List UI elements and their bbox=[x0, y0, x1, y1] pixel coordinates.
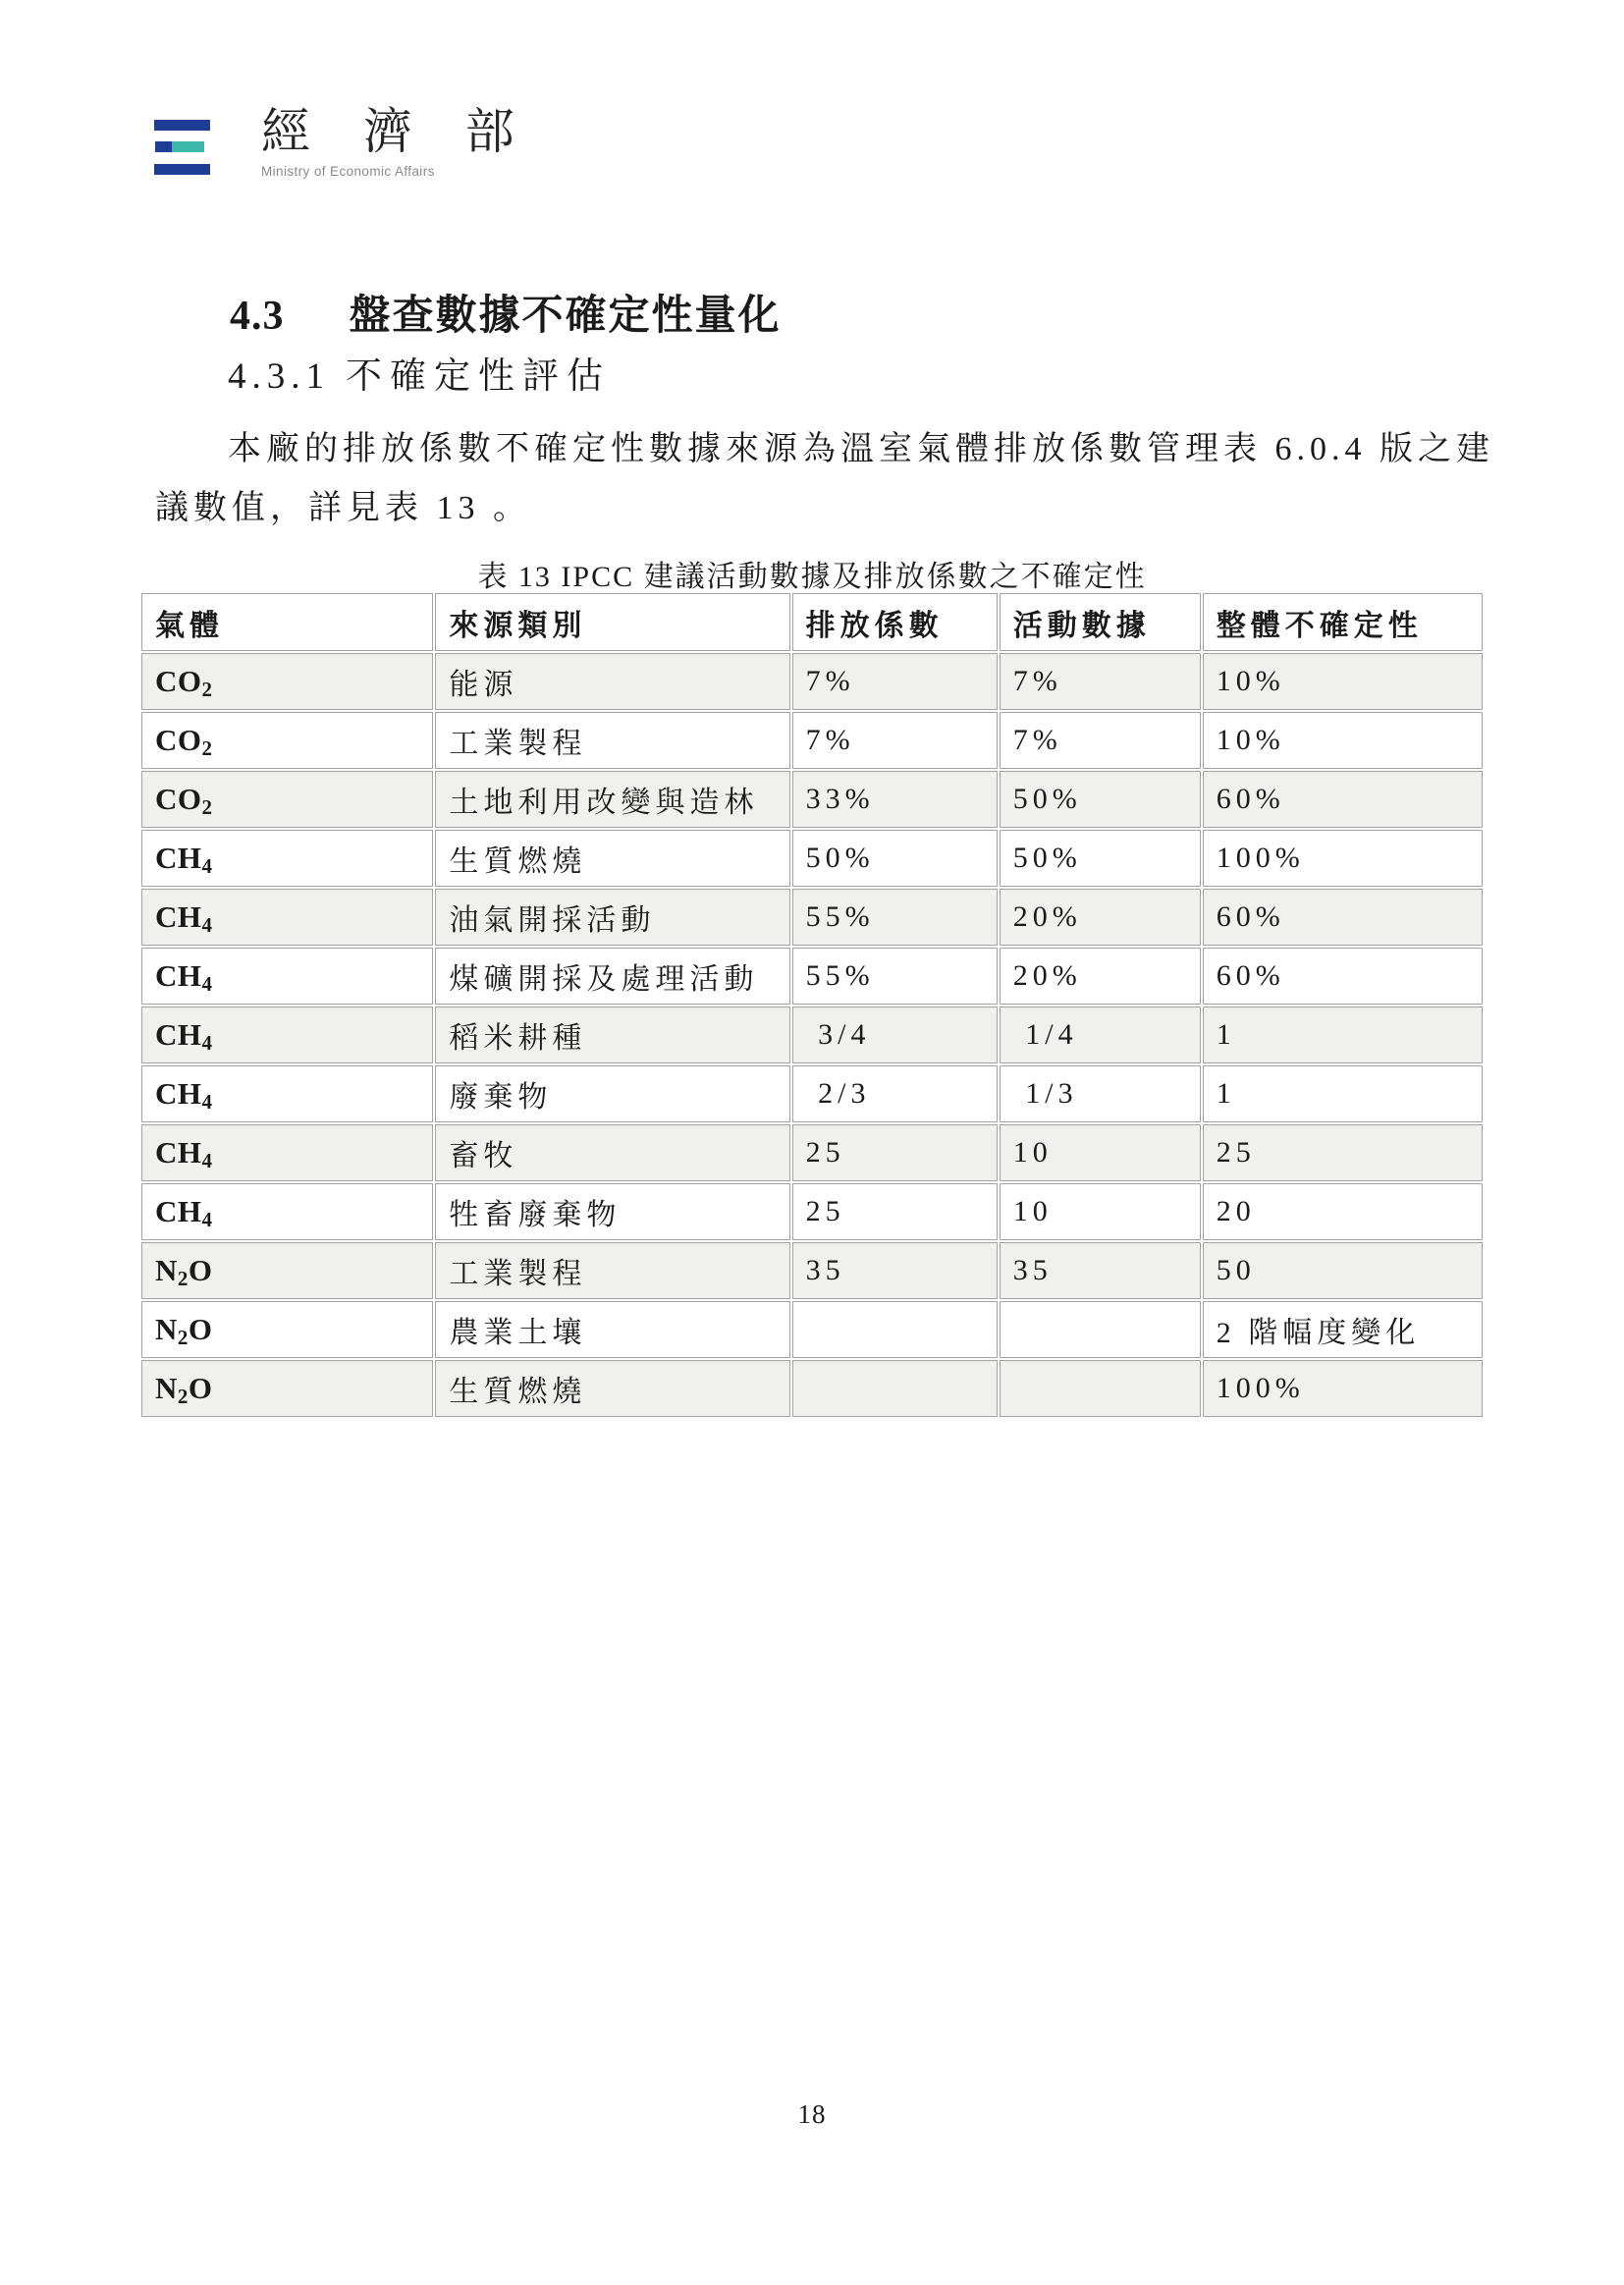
section-heading bbox=[230, 283, 782, 342]
source-category-cell: 油氣開採活動 bbox=[435, 889, 789, 946]
table-row bbox=[141, 1124, 1483, 1181]
subsection-heading bbox=[228, 346, 611, 399]
source-category-cell: 廢棄物 bbox=[435, 1065, 789, 1122]
overall-uncertainty-cell: 20 bbox=[1203, 1183, 1483, 1240]
activity-data-cell bbox=[1000, 1360, 1201, 1417]
source-category-cell: 能源 bbox=[435, 653, 789, 710]
activity-data-cell: 10 bbox=[1000, 1124, 1201, 1181]
table-row bbox=[141, 1360, 1483, 1417]
overall-uncertainty-cell: 100% bbox=[1203, 830, 1483, 887]
table-row bbox=[141, 889, 1483, 946]
table-row bbox=[141, 1006, 1483, 1063]
activity-data-cell: 1/4 bbox=[1000, 1006, 1201, 1063]
gas-cell bbox=[141, 1006, 433, 1063]
source-category-cell: 生質燃燒 bbox=[435, 1360, 789, 1417]
source-category-cell: 牲畜廢棄物 bbox=[435, 1183, 789, 1240]
activity-data-cell: 1/3 bbox=[1000, 1065, 1201, 1122]
gas-cell bbox=[141, 1360, 433, 1417]
source-category-cell: 工業製程 bbox=[435, 712, 789, 769]
gas-formula: $CH_4$ bbox=[155, 1194, 213, 1231]
activity-data-cell bbox=[1000, 1301, 1201, 1358]
section-title: 盤查數據不確定性量化 bbox=[349, 294, 782, 339]
uncertainty-table bbox=[139, 591, 1485, 1419]
emission-factor-cell: 35 bbox=[792, 1242, 998, 1299]
moea-logo-text bbox=[261, 104, 534, 179]
emission-factor-cell: 55% bbox=[792, 889, 998, 946]
subsection-title: 不確定性評估 bbox=[346, 356, 611, 397]
gas-formula: $CH_4$ bbox=[155, 1135, 213, 1172]
table-row bbox=[141, 1065, 1483, 1122]
table-row bbox=[141, 1301, 1483, 1358]
gas-formula: $N_2O$ bbox=[155, 1371, 213, 1408]
emission-factor-cell: 7% bbox=[792, 712, 998, 769]
source-category-cell: 土地利用改變與造林 bbox=[435, 771, 789, 828]
subsection-number: 4.3.1 bbox=[228, 356, 330, 397]
table-header-row bbox=[141, 593, 1483, 651]
table-row bbox=[141, 771, 1483, 828]
paragraph-line: 議數值，詳見表 13 。 bbox=[155, 490, 531, 526]
uncertainty-table-body bbox=[141, 653, 1483, 1417]
emission-factor-cell: 2/3 bbox=[792, 1065, 998, 1122]
overall-uncertainty-cell: 10% bbox=[1203, 712, 1483, 769]
gas-formula: $CO_2$ bbox=[155, 723, 213, 760]
emission-factor-cell: 7% bbox=[792, 653, 998, 710]
table-row bbox=[141, 830, 1483, 887]
source-category-cell: 畜牧 bbox=[435, 1124, 789, 1181]
emission-factor-cell: 50% bbox=[792, 830, 998, 887]
gas-cell bbox=[141, 1124, 433, 1181]
gas-cell bbox=[141, 830, 433, 887]
gas-formula: $N_2O$ bbox=[155, 1253, 213, 1290]
source-category-cell: 工業製程 bbox=[435, 1242, 789, 1299]
emission-factor-cell bbox=[792, 1301, 998, 1358]
logo-bar-middle-blue-segment bbox=[155, 141, 172, 152]
source-category-cell: 生質燃燒 bbox=[435, 830, 789, 887]
activity-data-cell: 20% bbox=[1000, 948, 1201, 1005]
table-row bbox=[141, 712, 1483, 769]
gas-formula: $CH_4$ bbox=[155, 958, 213, 996]
gas-cell bbox=[141, 771, 433, 828]
gas-cell bbox=[141, 889, 433, 946]
table-row bbox=[141, 1242, 1483, 1299]
table-row bbox=[141, 653, 1483, 710]
source-category-cell: 煤礦開採及處理活動 bbox=[435, 948, 789, 1005]
moea-logo-icon bbox=[154, 120, 210, 176]
activity-data-cell: 10 bbox=[1000, 1183, 1201, 1240]
gas-formula: $CH_4$ bbox=[155, 1017, 213, 1055]
activity-data-cell: 50% bbox=[1000, 830, 1201, 887]
table-caption: 表 13 IPCC 建議活動數據及排放係數之不確定性 bbox=[477, 561, 1147, 593]
gas-cell bbox=[141, 653, 433, 710]
emission-factor-cell: 25 bbox=[792, 1183, 998, 1240]
gas-formula: $N_2O$ bbox=[155, 1312, 213, 1349]
org-name-english: Ministry of Economic Affairs bbox=[261, 164, 435, 179]
logo-bar-bottom bbox=[154, 164, 210, 175]
emission-factor-cell: 55% bbox=[792, 948, 998, 1005]
overall-uncertainty-cell: 100% bbox=[1203, 1360, 1483, 1417]
overall-uncertainty-cell: 1 bbox=[1203, 1006, 1483, 1063]
column-header-source-category: 來源類別 bbox=[435, 593, 789, 651]
activity-data-cell: 7% bbox=[1000, 712, 1201, 769]
section-number: 4.3 bbox=[230, 294, 285, 339]
column-header-activity-data: 活動數據 bbox=[1000, 593, 1201, 651]
source-category-cell: 稻米耕種 bbox=[435, 1006, 789, 1063]
paragraph-line: 本廠的排放係數不確定性數據來源為溫室氣體排放係數管理表 6.0.4 版之建 bbox=[228, 431, 1494, 467]
activity-data-cell: 50% bbox=[1000, 771, 1201, 828]
gas-cell bbox=[141, 1242, 433, 1299]
emission-factor-cell bbox=[792, 1360, 998, 1417]
emission-factor-cell: 3/4 bbox=[792, 1006, 998, 1063]
emission-factor-cell: 25 bbox=[792, 1124, 998, 1181]
table-row bbox=[141, 948, 1483, 1005]
gas-cell bbox=[141, 1065, 433, 1122]
gas-cell bbox=[141, 1183, 433, 1240]
column-header-emission-factor: 排放係數 bbox=[792, 593, 998, 651]
source-category-cell: 農業土壤 bbox=[435, 1301, 789, 1358]
activity-data-cell: 35 bbox=[1000, 1242, 1201, 1299]
column-header-gas: 氣體 bbox=[141, 593, 433, 651]
uncertainty-table-wrap bbox=[139, 591, 1485, 1419]
gas-formula: $CO_2$ bbox=[155, 664, 213, 701]
overall-uncertainty-cell: 25 bbox=[1203, 1124, 1483, 1181]
overall-uncertainty-cell: 60% bbox=[1203, 948, 1483, 1005]
overall-uncertainty-cell: 60% bbox=[1203, 771, 1483, 828]
gas-formula: $CO_2$ bbox=[155, 782, 213, 819]
emission-factor-cell: 33% bbox=[792, 771, 998, 828]
gas-cell bbox=[141, 1301, 433, 1358]
activity-data-cell: 7% bbox=[1000, 653, 1201, 710]
overall-uncertainty-cell: 2 階幅度變化 bbox=[1203, 1301, 1483, 1358]
overall-uncertainty-cell: 60% bbox=[1203, 889, 1483, 946]
overall-uncertainty-cell: 1 bbox=[1203, 1065, 1483, 1122]
activity-data-cell: 20% bbox=[1000, 889, 1201, 946]
logo-bar-middle-teal-segment bbox=[172, 141, 204, 152]
overall-uncertainty-cell: 50 bbox=[1203, 1242, 1483, 1299]
page-number: 18 bbox=[797, 2099, 827, 2129]
gas-formula: $CH_4$ bbox=[155, 899, 213, 937]
gas-cell bbox=[141, 712, 433, 769]
gas-cell bbox=[141, 948, 433, 1005]
logo-bar-top bbox=[154, 120, 210, 131]
body-paragraph bbox=[155, 420, 1505, 538]
table-row bbox=[141, 1183, 1483, 1240]
logo-bar-middle bbox=[155, 141, 204, 152]
gas-formula: $CH_4$ bbox=[155, 841, 213, 878]
org-name: 經 濟 部 bbox=[261, 104, 534, 159]
column-header-overall-uncertainty: 整體不確定性 bbox=[1203, 593, 1483, 651]
overall-uncertainty-cell: 10% bbox=[1203, 653, 1483, 710]
gas-formula: $CH_4$ bbox=[155, 1076, 213, 1114]
